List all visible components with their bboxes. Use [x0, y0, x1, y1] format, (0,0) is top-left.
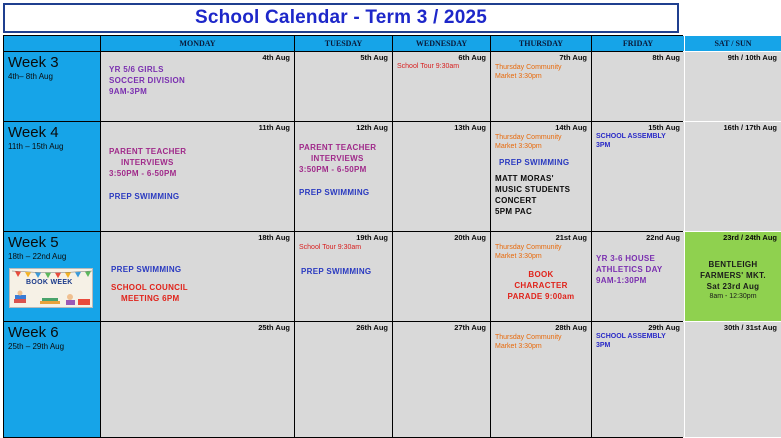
cell-w3-thu[interactable] — [491, 52, 591, 121]
week-title: Week 6 — [8, 324, 59, 341]
date: 12th Aug — [356, 123, 388, 132]
date: 25th Aug — [258, 323, 290, 332]
date: 21st Aug — [555, 233, 587, 242]
date: 9th / 10th Aug — [727, 53, 777, 62]
week-3-label — [4, 52, 100, 121]
cell-w5-thu[interactable] — [491, 232, 591, 321]
cell-w3-mon[interactable] — [101, 52, 294, 121]
event-line: YR 3-6 HOUSE — [596, 254, 656, 263]
event-line: SCHOOL ASSEMBLY — [596, 133, 666, 140]
event-line: 9AM-1:30PM — [596, 276, 647, 285]
book-week-banner — [9, 268, 93, 308]
cell-w4-thu[interactable] — [491, 122, 591, 231]
week-range: 11th – 15th Aug — [8, 142, 64, 151]
books-icon — [10, 289, 94, 307]
date: 11th Aug — [258, 123, 290, 132]
header-corner — [4, 36, 100, 51]
event-line: Thursday Community — [495, 244, 562, 251]
cell-w6-mon[interactable] — [101, 322, 294, 437]
cell-w6-sat[interactable] — [685, 322, 781, 437]
date: 27th Aug — [454, 323, 486, 332]
event-line: Market 3:30pm — [495, 73, 542, 80]
event-line: School Tour 9:30am — [397, 63, 460, 70]
cell-w3-tue[interactable] — [295, 52, 392, 121]
event-line: BENTLEIGH — [708, 260, 758, 269]
event-line: 9AM-3PM — [109, 87, 148, 96]
event-line: Thursday Community — [495, 334, 562, 341]
page-title: School Calendar - Term 3 / 2025 — [194, 7, 487, 28]
date: 28th Aug — [555, 323, 587, 332]
date: 29th Aug — [648, 323, 680, 332]
date: 8th Aug — [652, 53, 680, 62]
event-line: SCHOOL COUNCIL — [111, 283, 188, 292]
bunting-icon — [12, 270, 92, 279]
date: 30th / 31st Aug — [723, 323, 777, 332]
event-line: Thursday Community — [495, 134, 562, 141]
date: 19th Aug — [356, 233, 388, 242]
event-line: BOOK — [528, 270, 554, 279]
date: 6th Aug — [458, 53, 486, 62]
cell-w4-sat[interactable] — [685, 122, 781, 231]
date: 22nd Aug — [646, 233, 680, 242]
event-line: Market 3:30pm — [495, 343, 542, 350]
event-line: 3:50PM - 6-50PM — [109, 169, 177, 178]
event-line: ATHLETICS DAY — [596, 265, 663, 274]
event-line: MUSIC STUDENTS — [495, 185, 571, 194]
week-range: 25th – 29th Aug — [8, 342, 65, 351]
event-line: FARMERS' MKT. — [700, 271, 766, 280]
calendar-grid — [3, 35, 777, 438]
week-range: 4th– 8th Aug — [8, 72, 53, 81]
event-line: INTERVIEWS — [121, 158, 174, 167]
event-line: PREP SWIMMING — [499, 158, 570, 167]
event-line: Market 3:30pm — [495, 143, 542, 150]
date: 23rd / 24th Aug — [723, 233, 777, 242]
cell-w6-thu[interactable] — [491, 322, 591, 437]
event-line: PREP SWIMMING — [111, 265, 182, 274]
week-5-label — [4, 232, 100, 321]
event-line: PREP SWIMMING — [109, 192, 180, 201]
event-line: 3:50PM - 6-50PM — [299, 165, 367, 174]
date: 13th Aug — [454, 123, 486, 132]
date: 7th Aug — [559, 53, 587, 62]
event-line: Sat 23rd Aug — [706, 282, 760, 291]
event-line: 5PM PAC — [495, 207, 533, 216]
event-line: PARENT TEACHER — [299, 143, 377, 152]
event-line: 3PM — [596, 342, 611, 349]
cell-w5-mon[interactable] — [101, 232, 294, 321]
cell-w5-sat[interactable] — [685, 232, 781, 321]
cell-w4-tue[interactable] — [295, 122, 392, 231]
event-line: 8am - 12:30pm — [709, 293, 757, 300]
cell-w6-wed[interactable] — [393, 322, 490, 437]
date: 4th Aug — [262, 53, 290, 62]
header-friday: FRIDAY — [592, 36, 684, 51]
book-week-text: BOOK WEEK — [26, 279, 73, 286]
event-line: INTERVIEWS — [311, 154, 364, 163]
header-weekend: SAT / SUN — [685, 36, 781, 51]
event-line: Thursday Community — [495, 64, 562, 71]
event-line: YR 5/6 GIRLS — [109, 65, 164, 74]
event-line: CONCERT — [495, 196, 537, 205]
week-title: Week 3 — [8, 54, 59, 71]
week-6-label — [4, 322, 100, 437]
cell-w6-tue[interactable] — [295, 322, 392, 437]
event-line: SOCCER DIVISION — [109, 76, 186, 85]
event-line: Market 3:30pm — [495, 253, 542, 260]
cell-w4-mon[interactable] — [101, 122, 294, 231]
cell-w5-tue[interactable] — [295, 232, 392, 321]
cell-w3-fri[interactable] — [592, 52, 684, 121]
cell-w3-wed[interactable] — [393, 52, 490, 121]
cell-w5-fri[interactable] — [592, 232, 684, 321]
cell-w6-fri[interactable] — [592, 322, 684, 437]
event-line: PREP SWIMMING — [299, 188, 370, 197]
cell-w4-fri[interactable] — [592, 122, 684, 231]
event-line: PARENT TEACHER — [109, 147, 187, 156]
header-monday: MONDAY — [101, 36, 294, 51]
event-line: MATT MORAS' — [495, 174, 554, 183]
week-range: 18th – 22nd Aug — [8, 252, 67, 261]
cell-w4-wed[interactable] — [393, 122, 490, 231]
header-tuesday: TUESDAY — [295, 36, 392, 51]
event-line: School Tour 9:30am — [299, 244, 362, 251]
date: 20th Aug — [454, 233, 486, 242]
date: 14th Aug — [555, 123, 587, 132]
title-box — [3, 3, 679, 33]
date: 16th / 17th Aug — [723, 123, 777, 132]
event-line: CHARACTER — [514, 281, 568, 290]
date: 15th Aug — [648, 123, 680, 132]
event-line: PARADE 9:00am — [507, 292, 575, 301]
cell-w3-sat[interactable] — [685, 52, 781, 121]
week-title: Week 5 — [8, 234, 59, 251]
date: 5th Aug — [360, 53, 388, 62]
week-4-label — [4, 122, 100, 231]
week-title: Week 4 — [8, 124, 59, 141]
event-line: SCHOOL ASSEMBLY — [596, 333, 666, 340]
header-wednesday: WEDNESDAY — [393, 36, 490, 51]
date: 18th Aug — [258, 233, 290, 242]
header-thursday: THURSDAY — [491, 36, 591, 51]
date: 26th Aug — [356, 323, 388, 332]
event-line: MEETING 6PM — [121, 294, 180, 303]
cell-w5-wed[interactable] — [393, 232, 490, 321]
event-line: 3PM — [596, 142, 611, 149]
event-line: PREP SWIMMING — [301, 267, 372, 276]
